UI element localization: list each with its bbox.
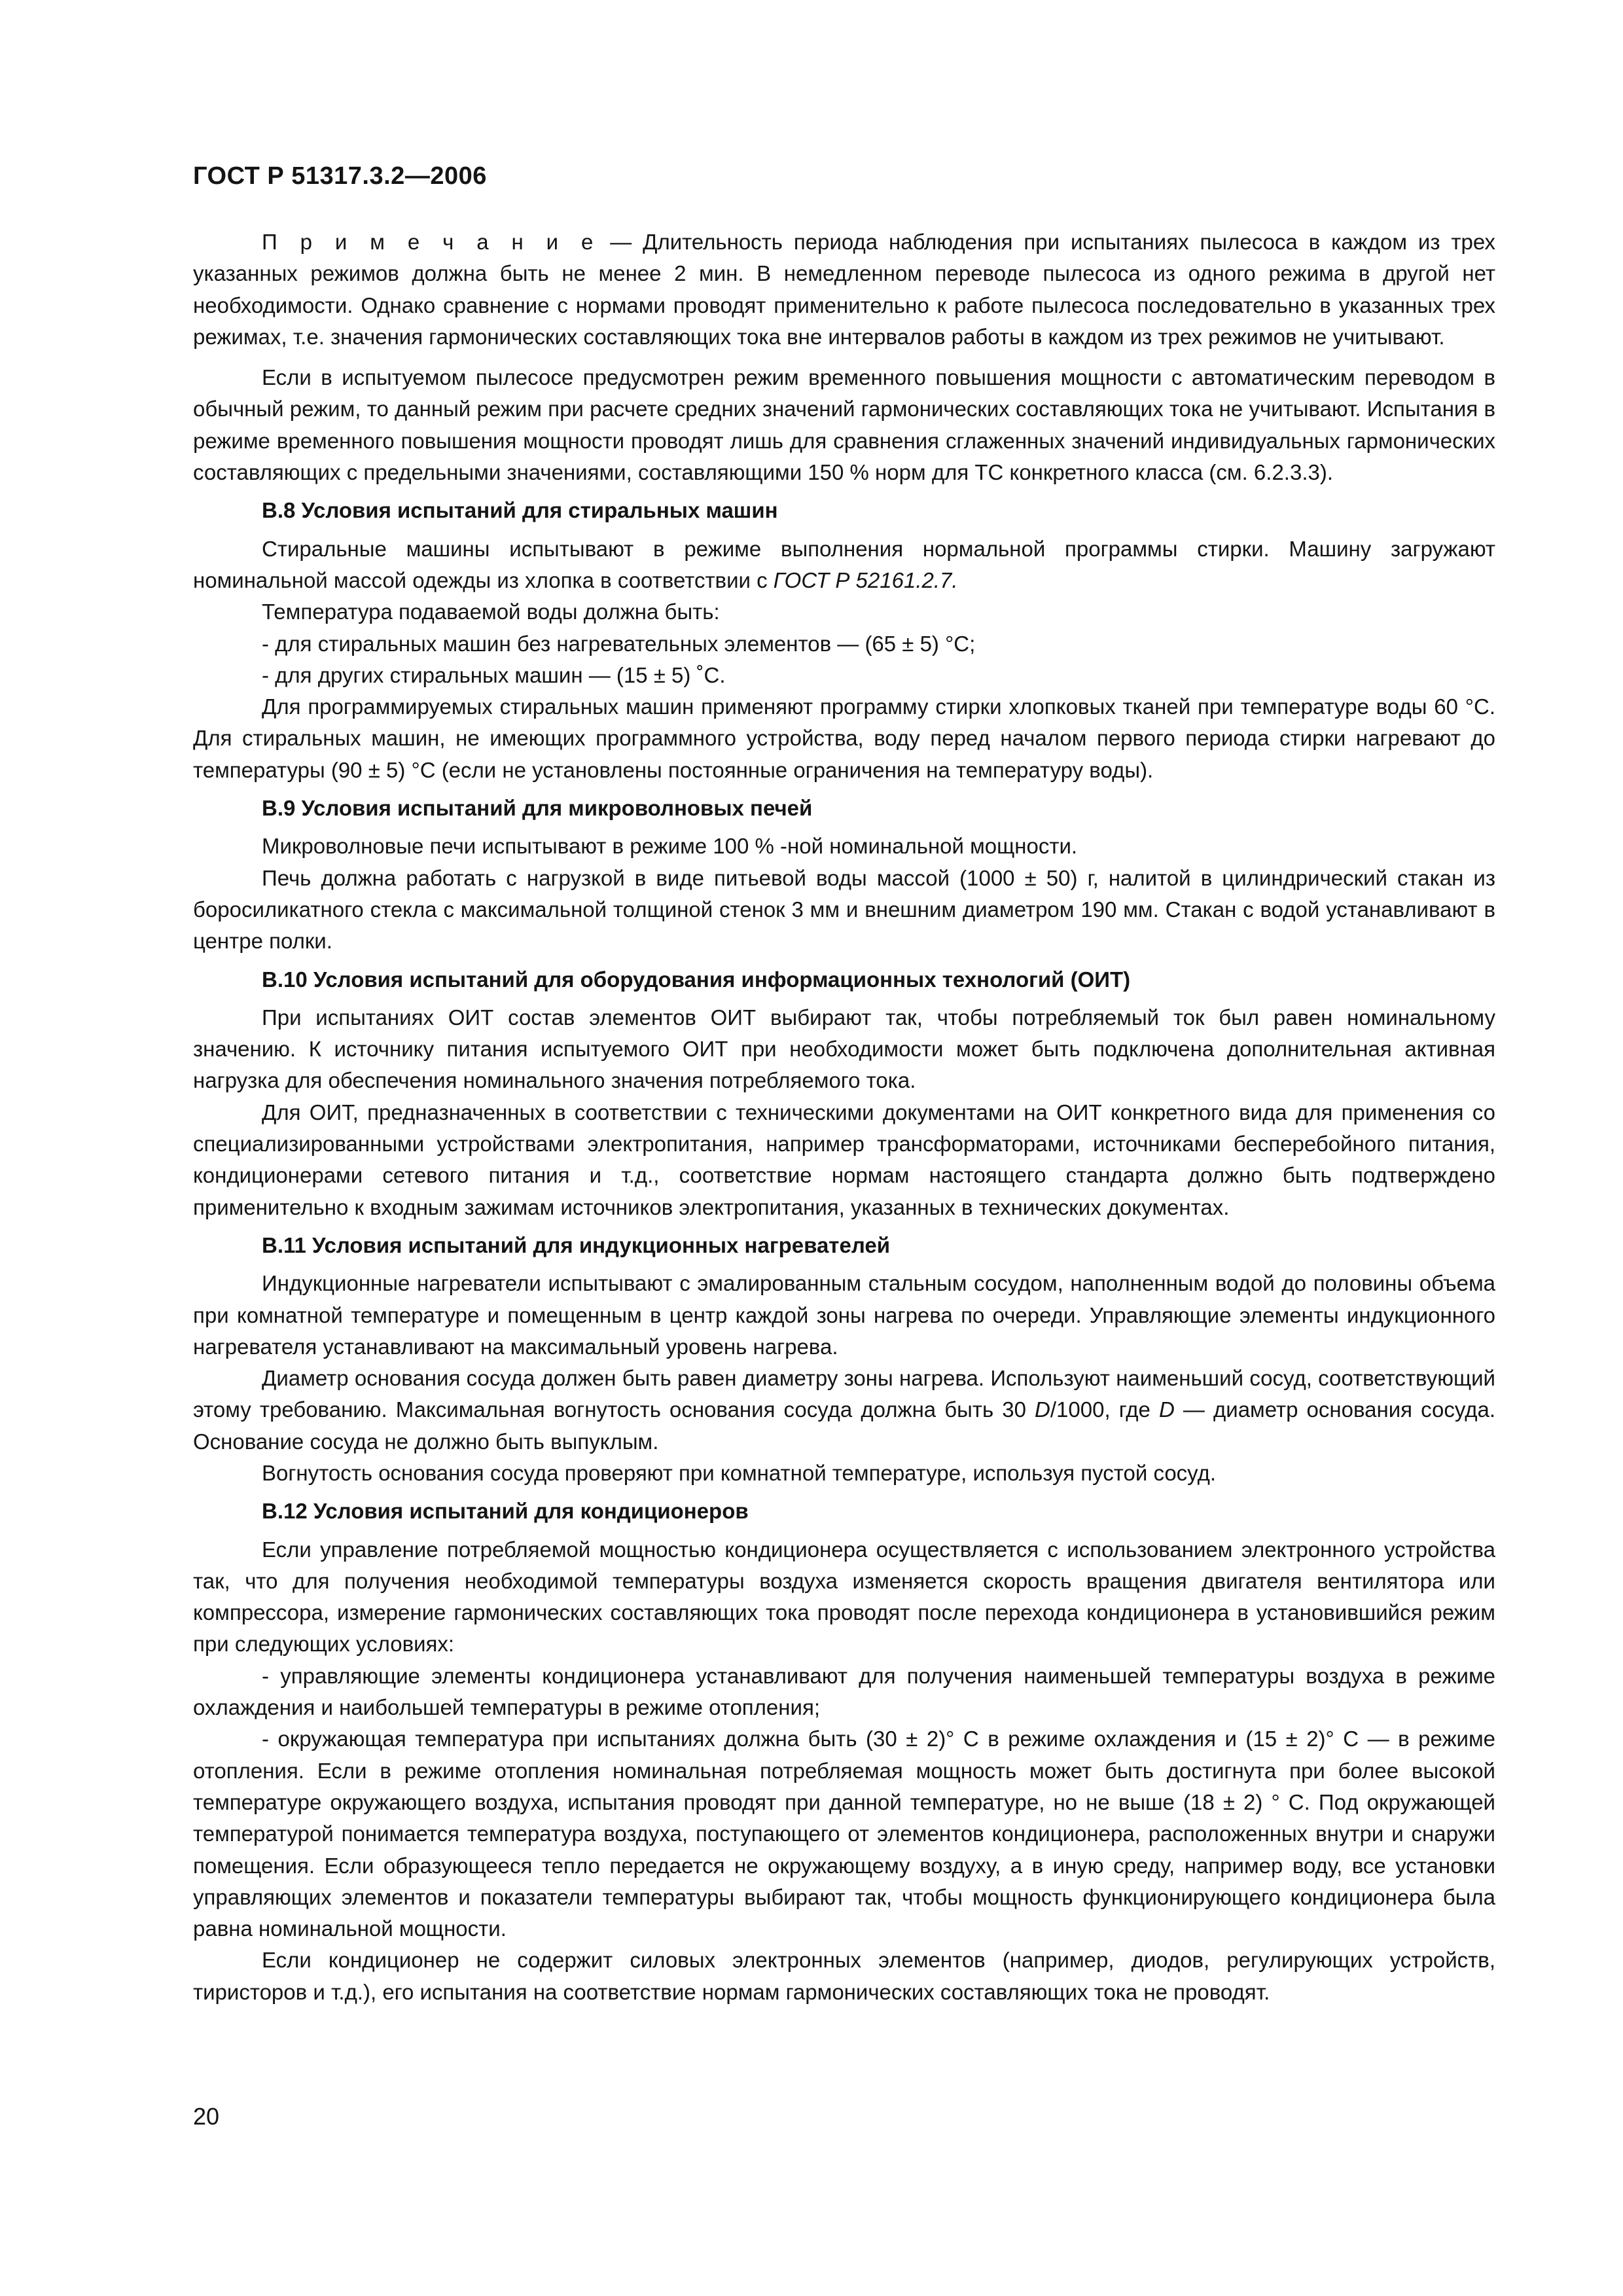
document-code-header: ГОСТ Р 51317.3.2—2006: [193, 162, 487, 190]
list-item-b12-1: - управляющие элементы кондиционера устанавливают для получения наименьшей температуры воздуха в режиме охлаждения и наибольшей температуры в режиме отопления;: [193, 1663, 1495, 1720]
section-title-b8: В.8 Условия испытаний для стиральных машин: [262, 498, 778, 523]
note-label: П р и м е ч а н и е: [262, 230, 599, 254]
section-title-b12: В.12 Условия испытаний для кондиционеров: [262, 1499, 749, 1524]
page-number: 20: [193, 2103, 220, 2130]
paragraph-b8-3: Для программируемых стиральных машин применяют программу стирки хлопковых тканей при температуре воды 60 °С. Для стиральных машин, не имеющих программного устройства, воду перед началом первого периода стирки нагревают до температуры (90 ± 5) °С (если не установлены постоянные ограничения на температуру воды).: [193, 694, 1495, 782]
list-item-b8-1: - для стиральных машин без нагревательных элементов — (65 ± 5) °С;: [262, 631, 976, 656]
paragraph-b11-2-part-c: — диаметр основания сосуда. Основание сосуда не должно быть выпуклым.: [193, 1397, 1496, 1454]
paragraph-b8-2: Температура подаваемой воды должна быть:: [262, 600, 720, 624]
document-body: [193, 226, 1495, 2008]
paragraph-b8-1: [193, 533, 1495, 597]
paragraph-b10-1: При испытаниях ОИТ состав элементов ОИТ выбирают так, чтобы потребляемый ток был равен номинальному значению. К источнику питания испытуемого ОИТ при необходимости может быть подключена дополнительная активная нагрузка для обеспечения номинального значения потребляемого тока.: [193, 1005, 1495, 1093]
list-item-b12-2: - окружающая температура при испытаниях должна быть (30 ± 2)° С в режиме охлаждения и (15 ± 2)° С — в режиме отопления. Если в режиме отопления номинальная потребляемая мощность может быть достигнута при более высокой температуре окружающего воздуха, испытания проводят при данной температуре, но не выше (18 ± 2) ° С. Под окружающей температурой понимается температура воздуха, поступающего от элементов кондиционера, расположенных внутри и снаружи помещения. Если образующееся тепло передается не окружающему воздуху, а в иную среду, например воду, все установки управляющих элементов и показатели температуры выбирают так, чтобы мощность функционирующего кондиционера была равна номинальной мощности.: [193, 1727, 1495, 1941]
paragraph-b11-2-part-b: /1000, где: [1050, 1397, 1159, 1422]
section-title-b9: В.9 Условия испытаний для микроволновых печей: [262, 796, 813, 821]
section-title-b10: В.10 Условия испытаний для оборудования информационных технологий (ОИТ): [262, 967, 1131, 992]
paragraph-b9-2: Печь должна работать с нагрузкой в виде питьевой воды массой (1000 ± 50) г, налитой в цилиндрический стакан из боросиликатного стекла с максимальной толщиной стенок 3 мм и внешним диаметром 190 мм. Стакан с водой устанавливают в центре полки.: [193, 865, 1495, 954]
paragraph-b8-1-text: Стиральные машины испытывают в режиме выполнения нормальной программы стирки. Машину загружают номинальной массой одежды из хлопка в соответствии с: [193, 536, 1495, 592]
paragraph-b9-1: Микроволновые печи испытывают в режиме 100 % -ной номинальной мощности.: [262, 834, 1078, 859]
paragraph-b12-1: Если управление потребляемой мощностью кондиционера осуществляется с использованием электронного устройства так, что для получения необходимой температуры воздуха изменяется скорость вращения двигателя вентилятора или компрессора, измерение гармонических составляющих тока проводят после перехода кондиционера в установившийся режим при следующих условиях:: [193, 1537, 1495, 1657]
paragraph-b11-2: [193, 1363, 1495, 1458]
paragraph-b11-2-part-a: Диаметр основания сосуда должен быть равен диаметру зоны нагрева. Используют наименьший сосуд, соответствующий этому требованию. Максимальная вогнутость основания сосуда должна быть 30: [193, 1366, 1495, 1422]
paragraph-b11-1: Индукционные нагреватели испытывают с эмалированным стальным сосудом, наполненным водой до половины объема при комнатной температуре и помещенным в центр каждой зоны нагрева по очереди. Управляющие элементы индукционного нагревателя устанавливают на максимальный уровень нагрева.: [193, 1271, 1495, 1359]
section-title-b11: В.11 Условия испытаний для индукционных нагревателей: [262, 1232, 890, 1257]
variable-d: D: [1035, 1397, 1050, 1422]
list-item-b8-2: - для других стиральных машин — (15 ± 5) ˚С.: [262, 662, 726, 687]
paragraph-b11-3: Вогнутость основания сосуда проверяют при комнатной температуре, используя пустой сосуд.: [262, 1460, 1217, 1485]
paragraph-vacuum-boost: Если в испытуемом пылесосе предусмотрен режим временного повышения мощности с автоматическим переводом в обычный режим, то данный режим при расчете средних значений гармонических составляющих тока не учитывают. Испытания в режиме временного повышения мощности проводят лишь для сравнения сглаженных значений индивидуальных гармонических составляющих с предельными значениями, составляющими 150 % норм для ТС конкретного класса (см. 6.2.3.3).: [193, 365, 1495, 485]
note-text: — Длительность периода наблюдения при испытаниях пылесоса в каждом из трех указанных режимов должна быть не менее 2 мин. В немедленном переводе пылесоса из одного режима в другой нет необходимости. Однако сравнение с нормами проводят применительно к работе пылесоса последовательно в указанных трех режимах, т.е. значения гармонических составляющих тока вне интервалов работы в каждом из трех режимов не учитывают.: [193, 230, 1495, 349]
paragraph-b10-2: Для ОИТ, предназначенных в соответствии с техническими документами на ОИТ конкретного вида для применения со специализированными устройствами электропитания, например трансформаторами, источниками бесперебойного питания, кондиционерами сетевого питания и т.д., соответствие нормам настоящего стандарта должно быть подтверждено применительно к входным зажимам источников электропитания, указанных в технических документах.: [193, 1100, 1495, 1219]
paragraph-b12-2: Если кондиционер не содержит силовых электронных элементов (например, диодов, регулирующих устройств, тиристоров и т.д.), его испытания на соответствие нормам гармонических составляющих тока не проводят.: [193, 1948, 1495, 2004]
variable-d: D: [1158, 1397, 1175, 1422]
standard-reference: ГОСТ Р 52161.2.7.: [773, 567, 958, 592]
note-paragraph: [193, 226, 1495, 353]
